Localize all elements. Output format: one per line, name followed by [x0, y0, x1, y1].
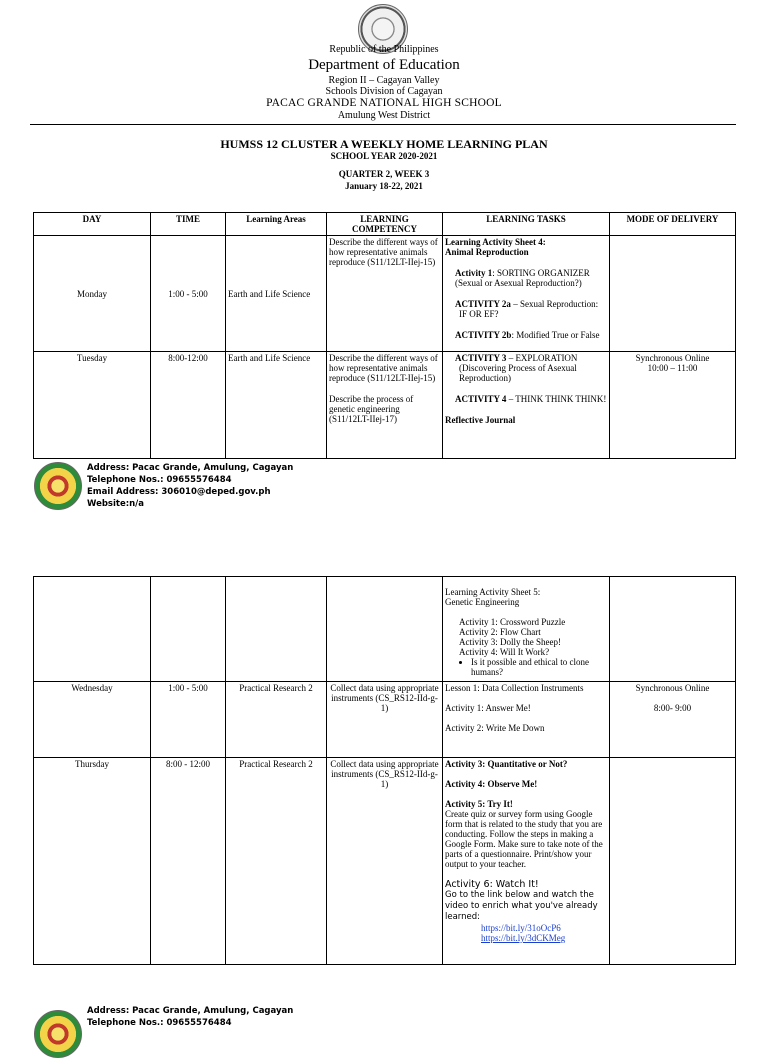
table-row-tuesday — [34, 352, 736, 459]
table-row-continuation — [34, 577, 736, 682]
tasks-cell — [443, 236, 610, 352]
day-cell: Tuesday — [34, 352, 151, 459]
day-cell: Monday — [34, 236, 151, 352]
division-line: Schools Division of Cagayan — [325, 86, 443, 97]
competency-cell: Collect data using appropriate instruments (CS_RS12-IId-g-1) — [327, 758, 443, 965]
task-item: Activity 4: Will It Work? — [459, 647, 550, 657]
area-cell: Earth and Life Science — [226, 236, 327, 352]
col-header-time: TIME — [151, 213, 226, 236]
footer-telephone: Telephone Nos.: 09655576484 — [87, 1018, 232, 1028]
task-sheet-line: Learning Activity Sheet 4: — [445, 237, 546, 247]
task-activity-1: Activity 1: SORTING ORGANIZER — [455, 268, 590, 278]
school-year: SCHOOL YEAR 2020-2021 — [330, 151, 438, 161]
task-item: Activity 2: Flow Chart — [459, 627, 541, 637]
learning-plan-table-1 — [33, 212, 736, 459]
learning-plan-table-2 — [33, 576, 736, 965]
quarter-week: QUARTER 2, WEEK 3 — [338, 169, 430, 179]
task-sheet-line: Learning Activity Sheet 5: — [445, 587, 541, 597]
task-reflective-journal: Reflective Journal — [445, 415, 516, 425]
footer-address: Address: Pacac Grande, Amulung, Cagayan — [87, 463, 294, 473]
day-cell: Wednesday — [34, 682, 151, 758]
task-lesson: Lesson 1: Data Collection Instruments — [445, 683, 584, 693]
header-rule — [30, 124, 736, 125]
competency-2: Describe the process of genetic engineering (S11/12LT-IIej-17) — [329, 394, 414, 424]
area-cell: Practical Research 2 — [226, 758, 327, 965]
mode-cell — [610, 682, 736, 758]
footer-address: Address: Pacac Grande, Amulung, Cagayan — [87, 1006, 294, 1016]
competency-cell: Collect data using appropriate instruments (CS_RS12-IId-g-1) — [327, 682, 443, 758]
task-activity-4: ACTIVITY 4 – THINK THINK THINK! — [455, 394, 607, 404]
area-cell: Earth and Life Science — [226, 352, 327, 459]
mode-line-2: 10:00 – 11:00 — [647, 363, 698, 373]
mode-cell — [610, 758, 736, 965]
task-sheet-title: Animal Reproduction — [445, 247, 529, 257]
tasks-cell — [443, 577, 610, 682]
task-activity-3: ACTIVITY 3 – EXPLORATION — [455, 353, 578, 363]
footer-email: Email Address: 306010@deped.gov.ph — [87, 487, 271, 497]
tasks-cell — [443, 352, 610, 459]
mode-line-2: 8:00- 9:00 — [653, 703, 692, 713]
footer-block — [87, 462, 293, 510]
mode-cell — [610, 236, 736, 352]
mode-line-1: Synchronous Online — [635, 683, 710, 693]
task-activity-5: Activity 5: Try It! — [445, 799, 513, 809]
task-item: Activity 1: Crossword Puzzle — [459, 617, 566, 627]
tasks-cell — [443, 758, 610, 965]
department-name: Department of Education — [308, 57, 460, 73]
task-activity-3-sub: (Discovering Process of Asexual Reproduction) — [459, 363, 577, 383]
mode-cell — [610, 352, 736, 459]
task-activity-5-text: Create quiz or survey form using Google form that is related to the study that you are conducting. Follow the steps in making a Google Form. Make sure to take note of the parts of a questionnaire. Print/show your output to your teacher. — [445, 809, 603, 869]
table-row-wednesday — [34, 682, 736, 758]
competency-1: Describe the different ways of how representative animals reproduce (S11/12LT-IIej-15) — [329, 353, 438, 383]
time-cell — [151, 577, 226, 682]
task-activity-1: Activity 1: Answer Me! — [445, 703, 531, 713]
mode-line-1: Synchronous Online — [635, 353, 710, 363]
task-activity-6: Activity 6: Watch It! — [445, 879, 539, 890]
area-cell: Practical Research 2 — [226, 682, 327, 758]
task-activity-2a-sub: IF OR EF? — [459, 309, 499, 319]
date-range: January 18-22, 2021 — [345, 181, 423, 191]
task-activity-2: Activity 2: Write Me Down — [445, 723, 545, 733]
competency-cell: Describe the different ways of how representative animals reproduce (S11/12LT-IIej-15) — [327, 236, 443, 352]
video-link-1[interactable]: https://bit.ly/31oOcP6 — [481, 923, 561, 933]
region-line: Region II – Cagayan Valley — [328, 75, 440, 86]
task-activity-2b: ACTIVITY 2b: Modified True or False — [455, 330, 600, 340]
task-bullet-item: • Is it possible and ethical to clone humans? — [471, 657, 607, 677]
school-seal-icon — [34, 1010, 82, 1058]
footer-website: Website:n/a — [87, 499, 145, 509]
task-activity-1-sub: (Sexual or Asexual Reproduction?) — [455, 278, 582, 288]
table-row-monday — [34, 236, 736, 352]
republic-line: Republic of the Philippines — [329, 44, 439, 55]
table-header-row — [34, 213, 736, 236]
day-cell — [34, 577, 151, 682]
col-header-mode: MODE OF DELIVERY — [610, 213, 736, 236]
task-bullet-list — [445, 657, 607, 677]
col-header-area: Learning Areas — [226, 213, 327, 236]
video-link-2[interactable]: https://bit.ly/3dCKMeg — [481, 933, 566, 943]
school-name: PACAC GRANDE NATIONAL HIGH SCHOOL — [266, 97, 502, 109]
col-header-competency: LEARNING COMPETENCY — [327, 213, 443, 236]
task-activity-3: Activity 3: Quantitative or Not? — [445, 759, 568, 769]
col-header-day: DAY — [34, 213, 151, 236]
tasks-cell — [443, 682, 610, 758]
time-cell: 1:00 - 5:00 — [151, 682, 226, 758]
footer-block — [87, 1005, 293, 1029]
task-sheet-title: Genetic Engineering — [445, 597, 520, 607]
table-row-thursday — [34, 758, 736, 965]
time-cell: 1:00 - 5:00 — [151, 236, 226, 352]
competency-cell — [327, 577, 443, 682]
footer-telephone: Telephone Nos.: 09655576484 — [87, 475, 232, 485]
school-seal-icon — [34, 462, 82, 510]
task-activity-2a: ACTIVITY 2a – Sexual Reproduction: — [455, 299, 599, 309]
task-item: Activity 3: Dolly the Sheep! — [459, 637, 561, 647]
mode-cell — [610, 577, 736, 682]
plan-title: HUMSS 12 CLUSTER A WEEKLY HOME LEARNING PLAN — [220, 137, 548, 151]
district-line: Amulung West District — [337, 110, 431, 121]
competency-cell — [327, 352, 443, 459]
task-activity-6-text: Go to the link below and watch the video to enrich what you've already learned: — [445, 890, 598, 922]
area-cell — [226, 577, 327, 682]
time-cell: 8:00-12:00 — [151, 352, 226, 459]
task-activity-4: Activity 4: Observe Me! — [445, 779, 538, 789]
time-cell: 8:00 - 12:00 — [151, 758, 226, 965]
col-header-tasks: LEARNING TASKS — [443, 213, 610, 236]
day-cell: Thursday — [34, 758, 151, 965]
